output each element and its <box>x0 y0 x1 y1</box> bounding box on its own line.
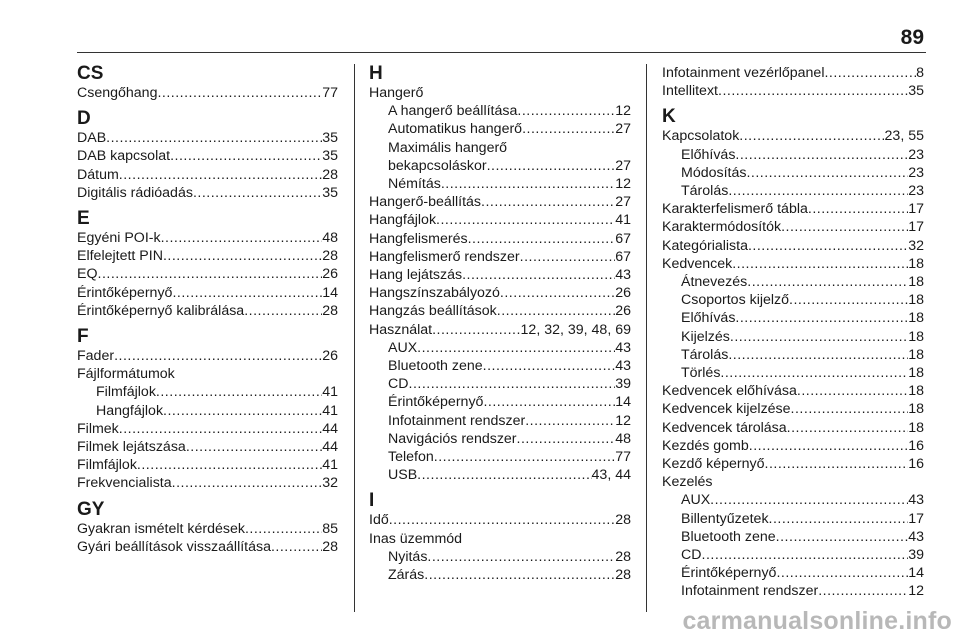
dot-leader <box>497 302 615 320</box>
entry-label: Kijelzés <box>681 328 730 345</box>
index-entry <box>662 455 924 473</box>
entry-label: Hang lejátszás <box>369 267 463 284</box>
entry-page-ref: 28 <box>322 248 338 265</box>
index-letter: H <box>369 63 383 84</box>
entry-label: Billentyűzetek <box>681 510 769 527</box>
entry-page-ref: 18 <box>908 310 924 327</box>
index-entry <box>369 175 631 193</box>
page-number: 89 <box>900 26 924 49</box>
dot-leader <box>172 474 323 492</box>
index-entry <box>369 430 631 448</box>
entry-page-ref: 67 <box>615 230 631 247</box>
dot-leader <box>747 273 908 291</box>
index-heading: Fájlformátumok <box>77 366 175 383</box>
entry-label: AUX <box>681 492 711 509</box>
dot-leader <box>441 175 615 193</box>
watermark: carmanualsonline.info <box>682 607 952 635</box>
entry-label: Hangszínszabályozó <box>369 285 500 302</box>
index-entry <box>369 339 631 357</box>
entry-page-ref: 48 <box>322 230 338 247</box>
entry-label: Navigációs rendszer <box>388 430 517 447</box>
dot-leader <box>732 255 908 273</box>
dot-leader <box>522 120 615 138</box>
index-entry <box>662 582 924 600</box>
entry-page-ref: 26 <box>322 266 338 283</box>
dot-leader <box>487 157 616 175</box>
entry-label: Elfelejtett PIN <box>77 248 163 265</box>
entry-label: Idő <box>369 512 389 529</box>
entry-page-ref: 23 <box>908 164 924 181</box>
entry-page-ref: 26 <box>615 285 631 302</box>
index-entry <box>369 266 631 284</box>
entry-label: A hangerő beállítása <box>388 103 518 120</box>
entry-label: Kategórialista <box>662 237 748 254</box>
index-entry <box>369 193 631 211</box>
entry-page-ref: 12 <box>615 176 631 193</box>
dot-leader <box>424 566 615 584</box>
entry-page-ref: 41 <box>615 212 631 229</box>
index-column-3 <box>662 64 924 601</box>
index-entry <box>662 564 924 582</box>
dot-leader <box>417 339 615 357</box>
dot-leader <box>468 230 616 248</box>
entry-page-ref: 43, 44 <box>591 467 631 484</box>
dot-leader <box>718 82 908 100</box>
dot-leader <box>776 528 909 546</box>
index-entry <box>662 491 924 509</box>
dot-leader <box>728 346 908 364</box>
index-entry <box>77 265 338 283</box>
entry-label: USB <box>388 467 418 484</box>
dot-leader <box>106 129 322 147</box>
index-entry <box>662 346 924 364</box>
dot-leader <box>769 510 909 528</box>
dot-leader <box>114 347 322 365</box>
entry-page-ref: 28 <box>322 302 338 319</box>
dot-leader <box>161 229 323 247</box>
entry-label: Kezdés gomb <box>662 437 749 454</box>
entry-label: Bluetooth zene <box>388 358 483 375</box>
index-entry <box>662 419 924 437</box>
index-entry <box>77 166 338 184</box>
column-divider <box>646 64 647 612</box>
entry-page-ref: 18 <box>908 346 924 363</box>
entry-page-ref: 35 <box>322 148 338 165</box>
dot-leader <box>520 248 616 266</box>
entry-label: Előhívás <box>681 310 736 327</box>
entry-page-ref: 23 <box>908 183 924 200</box>
entry-page-ref: 18 <box>908 401 924 418</box>
entry-label: Hangfájlok <box>96 402 164 419</box>
entry-label: Egyéni POI-k <box>77 230 161 247</box>
entry-page-ref: 67 <box>615 248 631 265</box>
entry-page-ref: 44 <box>322 439 338 456</box>
dot-leader <box>389 511 615 529</box>
entry-label: Hangfelismerő rendszer <box>369 248 520 265</box>
entry-label: Érintőképernyő kalibrálása <box>77 302 245 319</box>
index-entry <box>662 64 924 82</box>
index-entry <box>369 511 631 529</box>
index-entry <box>369 357 631 375</box>
entry-page-ref: 12 <box>908 583 924 600</box>
index-entry <box>77 302 338 320</box>
index-letter: D <box>77 108 91 130</box>
entry-label: Tárolás <box>681 346 729 363</box>
index-letter: GY <box>77 498 105 520</box>
entry-label: Gyakran ismételt kérdések <box>77 520 245 537</box>
dot-leader <box>271 538 322 556</box>
entry-label: bekapcsoláskor <box>388 157 487 174</box>
entry-label: Hangfelismerés <box>369 230 468 247</box>
index-entry <box>77 438 338 456</box>
index-letter: I <box>369 490 375 512</box>
entry-label: Némítás <box>388 176 441 193</box>
entry-page-ref: 43 <box>615 267 631 284</box>
entry-label: Tárolás <box>681 183 729 200</box>
entry-page-ref: 18 <box>908 383 924 400</box>
dot-leader <box>245 520 322 538</box>
entry-label: Kapcsolatok <box>662 128 740 145</box>
entry-page-ref: 17 <box>908 219 924 236</box>
dot-leader <box>517 102 615 120</box>
entry-label: Filmfájlok <box>96 384 156 401</box>
entry-label: Nyitás <box>388 548 428 565</box>
dot-leader <box>137 456 322 474</box>
entry-page-ref: 77 <box>615 449 631 466</box>
index-letter: K <box>662 106 676 128</box>
dot-leader <box>427 548 615 566</box>
entry-label: Filmek <box>77 420 119 437</box>
entry-page-ref: 28 <box>322 166 338 183</box>
dot-leader <box>500 284 615 302</box>
dot-leader <box>193 184 322 202</box>
dot-leader <box>244 302 322 320</box>
entry-page-ref: 14 <box>908 565 924 582</box>
dot-leader <box>818 582 908 600</box>
entry-label: Kedvencek <box>662 255 733 272</box>
index-entry <box>369 120 631 138</box>
entry-page-ref: 28 <box>615 567 631 584</box>
entry-label: Érintőképernyő <box>77 284 173 301</box>
dot-leader <box>98 265 323 283</box>
index-entry <box>662 400 924 418</box>
entry-label: Bluetooth zene <box>681 528 776 545</box>
entry-label: CD <box>388 376 409 393</box>
entry-page-ref: 35 <box>322 130 338 147</box>
dot-leader <box>157 84 322 102</box>
entry-label: AUX <box>388 339 418 356</box>
entry-label: Módosítás <box>681 164 747 181</box>
entry-page-ref: 41 <box>322 384 338 401</box>
index-column-1 <box>77 64 338 556</box>
entry-page-ref: 41 <box>322 402 338 419</box>
dot-leader <box>808 200 908 218</box>
index-entry <box>369 230 631 248</box>
dot-leader <box>735 146 908 164</box>
index-entry <box>77 420 338 438</box>
entry-page-ref: 17 <box>908 201 924 218</box>
entry-label: DAB kapcsolat <box>77 148 171 165</box>
entry-page-ref: 39 <box>908 547 924 564</box>
index-entry <box>662 237 924 255</box>
entry-label: Zárás <box>388 567 425 584</box>
entry-page-ref: 77 <box>322 85 338 101</box>
entry-label: Kedvencek kijelzése <box>662 401 791 418</box>
entry-page-ref: 27 <box>615 194 631 211</box>
index-entry <box>77 147 338 165</box>
dot-leader <box>781 218 908 236</box>
index-entry <box>77 520 338 538</box>
entry-label: Telefon <box>388 449 434 466</box>
entry-page-ref: 35 <box>908 83 924 100</box>
entry-page-ref: 16 <box>908 456 924 473</box>
index-entry <box>369 412 631 430</box>
entry-page-ref: 35 <box>322 184 338 201</box>
dot-leader <box>787 419 909 437</box>
dot-leader <box>749 437 908 455</box>
entry-page-ref: 17 <box>908 510 924 527</box>
entry-page-ref: 18 <box>908 292 924 309</box>
entry-label: Érintőképernyő <box>681 565 777 582</box>
index-entry <box>662 273 924 291</box>
index-entry <box>77 284 338 302</box>
dot-leader <box>791 400 909 418</box>
dot-leader <box>797 382 908 400</box>
index-entry <box>662 146 924 164</box>
index-entry <box>662 200 924 218</box>
entry-page-ref: 43 <box>615 358 631 375</box>
entry-page-ref: 26 <box>322 348 338 365</box>
entry-label: Filmfájlok <box>77 457 137 474</box>
entry-page-ref: 26 <box>615 303 631 320</box>
index-entry <box>369 375 631 393</box>
index-entry <box>662 364 924 382</box>
index-entry <box>662 546 924 564</box>
entry-label: Előhívás <box>681 146 736 163</box>
index-entry <box>662 218 924 236</box>
index-entry <box>662 382 924 400</box>
index-entry <box>662 182 924 200</box>
entry-page-ref: 16 <box>908 437 924 454</box>
dot-leader <box>172 284 322 302</box>
entry-label: Csoportos kijelző <box>681 292 790 309</box>
index-entry <box>77 474 338 492</box>
entry-label: Karaktermódosítók <box>662 219 782 236</box>
header-rule <box>77 52 926 53</box>
entry-label: Infotainment vezérlőpanel <box>662 65 825 81</box>
dot-leader <box>432 321 520 339</box>
entry-label: Kedvencek előhívása <box>662 383 797 400</box>
entry-label: Fader <box>77 348 115 365</box>
index-heading: Inas üzemmód <box>369 530 463 547</box>
dot-leader <box>776 564 908 582</box>
index-entry <box>662 82 924 100</box>
dot-leader <box>765 455 909 473</box>
dot-leader <box>119 166 322 184</box>
entry-label: Érintőképernyő <box>388 394 484 411</box>
entry-label: Csengőhang <box>77 85 158 101</box>
entry-page-ref: 41 <box>322 457 338 474</box>
dot-leader <box>517 430 616 448</box>
dot-leader <box>702 546 909 564</box>
index-entry <box>662 510 924 528</box>
entry-page-ref: 18 <box>908 328 924 345</box>
index-entry <box>369 566 631 584</box>
index-letter: F <box>77 326 89 348</box>
index-entry <box>369 548 631 566</box>
index-heading: Hangerő <box>369 85 424 101</box>
index-entry <box>369 102 631 120</box>
index-entry <box>369 157 631 175</box>
entry-label: Használat <box>369 321 433 338</box>
entry-label: Filmek lejátszása <box>77 439 186 456</box>
entry-page-ref: 28 <box>322 538 338 555</box>
entry-page-ref: 12, 32, 39, 48, 69 <box>520 321 631 338</box>
dot-leader <box>525 412 615 430</box>
index-entry <box>369 284 631 302</box>
dot-leader <box>824 64 916 82</box>
entry-page-ref: 43 <box>615 339 631 356</box>
dot-leader <box>789 291 908 309</box>
entry-label: Kezdő képernyő <box>662 456 765 473</box>
index-entry <box>77 229 338 247</box>
entry-page-ref: 14 <box>615 394 631 411</box>
dot-leader <box>720 364 908 382</box>
entry-label: Automatikus hangerő <box>388 121 523 138</box>
entry-label: EQ <box>77 266 98 283</box>
dot-leader <box>483 393 615 411</box>
index-entry <box>369 448 631 466</box>
entry-page-ref: 85 <box>322 520 338 537</box>
index-entry <box>77 129 338 147</box>
dot-leader <box>163 402 322 420</box>
dot-leader <box>748 237 908 255</box>
index-entry <box>369 393 631 411</box>
dot-leader <box>163 247 322 265</box>
entry-label: Hangfájlok <box>369 212 437 229</box>
index-heading: Kezelés <box>662 474 713 491</box>
dot-leader <box>730 328 908 346</box>
entry-label: Hangerő-beállítás <box>369 194 481 211</box>
entry-label: Hangzás beállítások <box>369 303 497 320</box>
entry-label: Frekvencialista <box>77 475 172 492</box>
dot-leader <box>436 211 615 229</box>
entry-page-ref: 18 <box>908 274 924 291</box>
index-entry <box>77 184 338 202</box>
dot-leader <box>434 448 615 466</box>
entry-label: Gyári beállítások visszaállítása <box>77 538 271 555</box>
dot-leader <box>746 164 908 182</box>
entry-label: DAB <box>77 130 107 147</box>
entry-label: Karakterfelismerő tábla <box>662 201 808 218</box>
index-entry <box>77 383 338 401</box>
index-entry <box>77 84 338 102</box>
entry-label: Digitális rádióadás <box>77 184 193 201</box>
index-entry <box>369 302 631 320</box>
entry-page-ref: 27 <box>615 157 631 174</box>
entry-page-ref: 23, 55 <box>884 128 924 145</box>
entry-page-ref: 48 <box>615 430 631 447</box>
entry-page-ref: 23 <box>908 146 924 163</box>
entry-page-ref: 18 <box>908 255 924 272</box>
entry-label: Törlés <box>681 365 721 382</box>
index-entry <box>369 248 631 266</box>
index-entry <box>369 466 631 484</box>
dot-leader <box>119 420 322 438</box>
dot-leader <box>156 383 322 401</box>
dot-leader <box>735 309 908 327</box>
entry-label: Intellitext <box>662 83 718 100</box>
entry-page-ref: 8 <box>916 65 924 81</box>
index-entry <box>77 456 338 474</box>
index-entry <box>662 528 924 546</box>
entry-page-ref: 28 <box>615 548 631 565</box>
index-entry <box>369 211 631 229</box>
entry-page-ref: 43 <box>908 528 924 545</box>
dot-leader <box>483 357 616 375</box>
dot-leader <box>462 266 615 284</box>
entry-page-ref: 18 <box>908 419 924 436</box>
dot-leader <box>170 147 322 165</box>
entry-label: Infotainment rendszer <box>388 412 526 429</box>
entry-page-ref: 32 <box>322 475 338 492</box>
dot-leader <box>739 127 884 145</box>
entry-page-ref: 32 <box>908 237 924 254</box>
entry-page-ref: 12 <box>615 412 631 429</box>
entry-page-ref: 27 <box>615 121 631 138</box>
index-entry <box>662 164 924 182</box>
index-entry <box>77 402 338 420</box>
entry-label: Infotainment rendszer <box>681 583 819 600</box>
index-entry <box>77 247 338 265</box>
index-entry <box>662 328 924 346</box>
index-entry <box>662 127 924 145</box>
index-column-2 <box>369 64 631 584</box>
dot-leader <box>417 466 591 484</box>
entry-label: Átnevezés <box>681 274 748 291</box>
index-entry <box>662 255 924 273</box>
entry-label: Dátum <box>77 166 119 183</box>
entry-label: Kedvencek tárolása <box>662 419 787 436</box>
index-entry <box>77 347 338 365</box>
dot-leader <box>409 375 616 393</box>
index-entry <box>369 321 631 339</box>
index-entry <box>662 437 924 455</box>
index-heading: Maximális hangerő <box>388 139 508 156</box>
dot-leader <box>186 438 322 456</box>
dot-leader <box>481 193 615 211</box>
column-divider <box>354 64 355 612</box>
entry-page-ref: 39 <box>615 376 631 393</box>
entry-label: CD <box>681 547 702 564</box>
entry-page-ref: 14 <box>322 284 338 301</box>
entry-page-ref: 43 <box>908 492 924 509</box>
index-entry <box>662 309 924 327</box>
index-entry <box>662 291 924 309</box>
index-letter: E <box>77 208 90 230</box>
entry-page-ref: 28 <box>615 512 631 529</box>
index-entry <box>77 538 338 556</box>
entry-page-ref: 44 <box>322 420 338 437</box>
dot-leader <box>710 491 908 509</box>
dot-leader <box>728 182 908 200</box>
index-letter: CS <box>77 63 104 84</box>
entry-page-ref: 18 <box>908 365 924 382</box>
entry-page-ref: 12 <box>615 103 631 120</box>
